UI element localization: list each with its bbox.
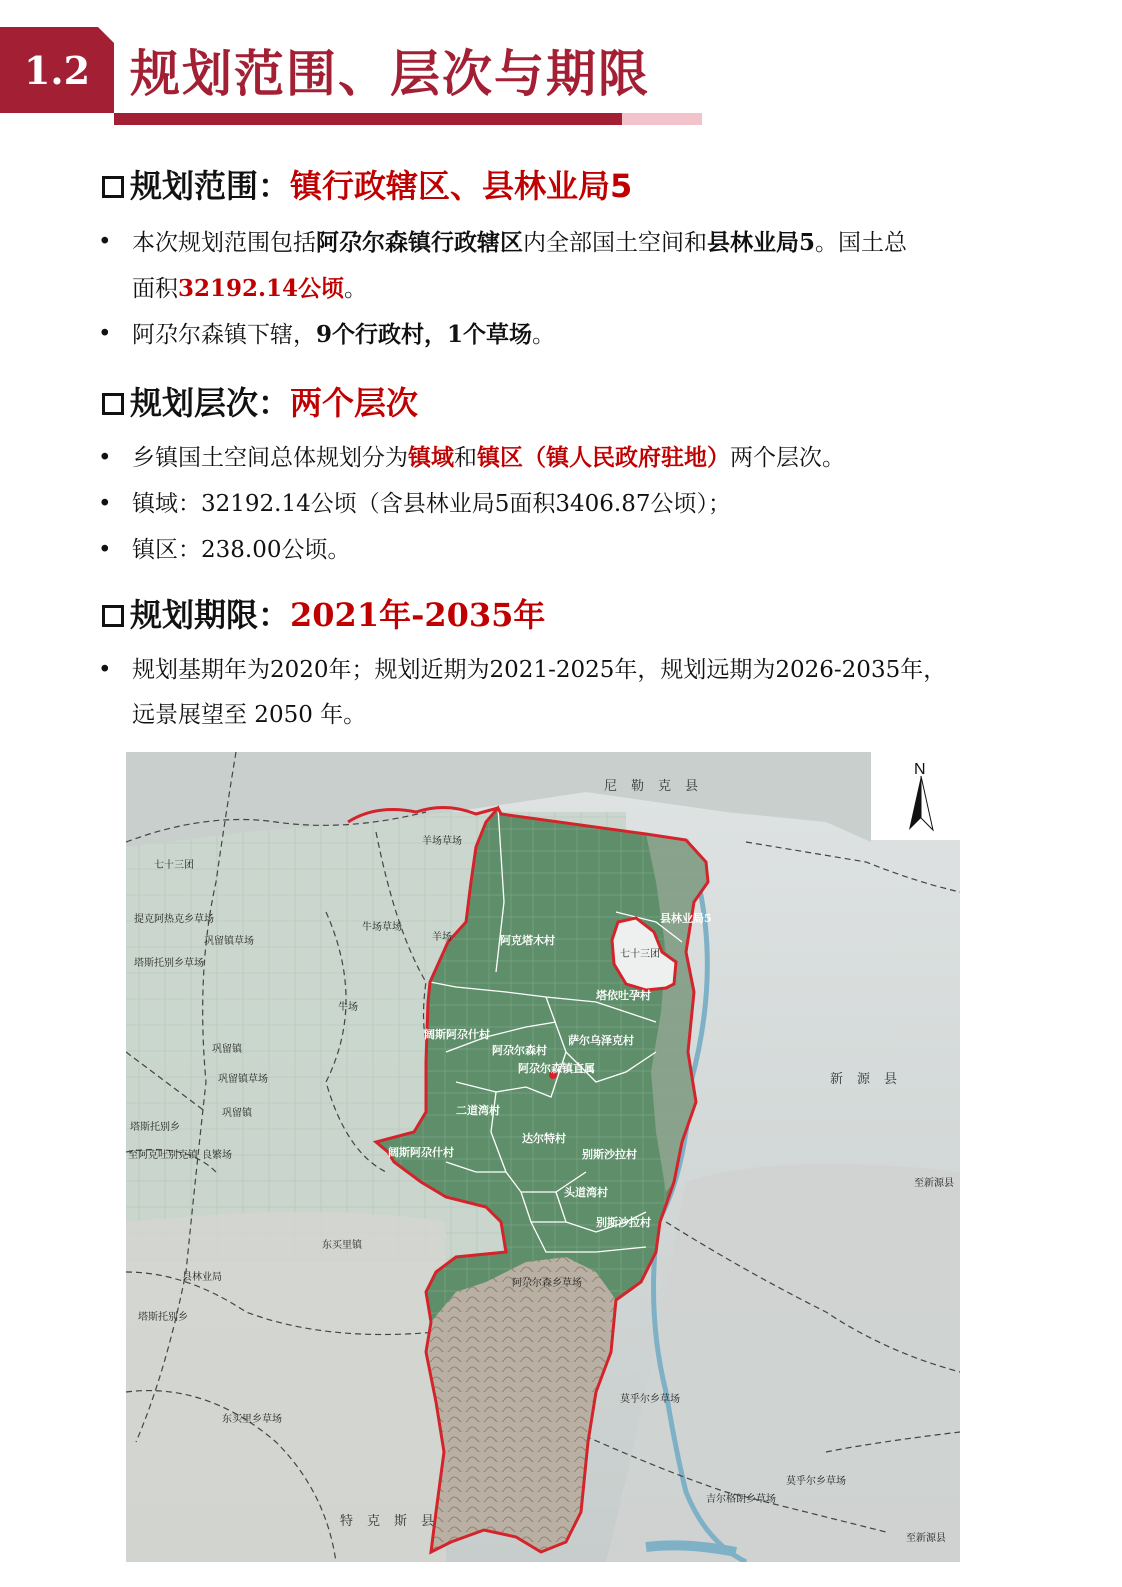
section-number: 1.2 (0, 27, 114, 113)
map-label: 萨尔乌泽克村 (568, 1034, 634, 1047)
map-label: 莫乎尔乡草场 (786, 1476, 846, 1487)
map-label: 阿尕尔森乡草场 (512, 1278, 582, 1289)
map-label: 牛场草场 (362, 922, 402, 933)
north-label: N (914, 761, 926, 778)
text-run: 。国土总 (815, 230, 908, 256)
map-label: 二道湾村 (456, 1104, 500, 1117)
bullet-dot-icon: • (98, 445, 112, 471)
map-label: 阿尕尔森村 (492, 1044, 547, 1057)
map-label: 塔斯托别乡 (130, 1122, 180, 1133)
checkbox-square-icon (102, 605, 124, 627)
text-run: 阿尕尔森镇下辖， (132, 322, 316, 348)
map-label: 提克阿热克乡草场 (134, 914, 214, 925)
map-label: 塔依吐孕村 (596, 989, 651, 1002)
text-run: 两个层次。 (730, 445, 845, 471)
text-run: 面积 (132, 276, 178, 302)
title-underline-accent (622, 113, 702, 125)
map-label: 塔斯托别乡 (138, 1312, 188, 1323)
map-label: 羊场 (432, 932, 452, 943)
map-label: 县林业局 (182, 1272, 222, 1283)
text-run: 阿尕尔森镇行政辖区 (316, 230, 523, 256)
map-label: 东买里镇 (322, 1240, 362, 1251)
text-run: 县林业局5 (707, 229, 816, 256)
map-label: 至新源县 (914, 1178, 954, 1189)
checkbox-square-icon (102, 176, 124, 198)
map-label: 阿克塔木村 (500, 934, 555, 947)
text-run: 远景展望至 2050 年。 (132, 702, 367, 728)
map-label: 头道湾村 (564, 1186, 608, 1199)
map-label: 东买里乡草场 (222, 1414, 282, 1425)
map-label: 达尔特村 (522, 1132, 566, 1145)
bullet-dot-icon: • (98, 229, 112, 255)
map-label: 别斯沙拉村 (582, 1148, 637, 1161)
section-heading-levels: 规划层次：两个层次 (102, 383, 418, 423)
map-label: 七十三团 (620, 949, 660, 960)
section-heading-period: 规划期限：2021年-2035年 (102, 595, 545, 635)
text-run: 规划基期年为2020年；规划近期为2021-2025年，规划远期为2026-2035年， (132, 657, 947, 683)
map-label: 七十三团 (154, 860, 194, 871)
map-label: 巩留镇草场 (204, 936, 254, 947)
text-run: 乡镇国土空间总体规划分为 (132, 445, 408, 471)
text-run: 镇域：32192.14公顷（含县林业局5面积3406.87公顷）； (132, 491, 731, 517)
map-label: 阔斯阿尕什村 (424, 1028, 490, 1041)
list-item-text (132, 220, 907, 312)
bullet-dot-icon: • (98, 657, 112, 683)
list-item-text (132, 648, 946, 738)
map-svg (126, 752, 960, 1562)
text-run: 。 (344, 276, 368, 302)
map-label: 阿尕尔森镇直属 (518, 1062, 595, 1075)
map-label: 良繁场 (202, 1150, 232, 1161)
text-run: 内全部国土空间和 (523, 230, 707, 256)
map-label: 特克斯县 (340, 1514, 449, 1529)
planning-area-map (126, 752, 960, 1562)
list-item-text (132, 528, 350, 573)
map-label: 吉尔格朗乡草场 (706, 1494, 776, 1505)
map-label: 别斯沙拉村 (596, 1216, 651, 1229)
page-title: 规划范围、层次与期限 (130, 45, 650, 103)
text-run: 镇区：238.00公顷。 (132, 537, 351, 563)
map-label: 巩留镇 (212, 1044, 242, 1055)
section-heading-scope: 规划范围：镇行政辖区、县林业局5 (102, 166, 632, 206)
section-highlight: 两个层次 (290, 384, 419, 422)
text-run: 镇区（镇人民政府驻地） (477, 445, 730, 471)
map-label: 巩留镇草场 (218, 1074, 268, 1085)
map-label: 牛场 (338, 1002, 358, 1013)
map-label: 塔斯托别乡草场 (134, 958, 204, 969)
map-label: 至新源县 (906, 1533, 946, 1544)
map-label: 羊场草场 (422, 836, 462, 847)
plain-southwest (126, 1212, 449, 1562)
text-run: 9个行政村，1个草场 (316, 321, 533, 348)
map-label: 阔斯阿尕什村 (388, 1146, 454, 1159)
list-item-text (132, 482, 731, 527)
list-item-text (132, 436, 845, 481)
bullet-dot-icon: • (98, 537, 112, 563)
map-label: 莫乎尔乡草场 (620, 1394, 680, 1405)
section-highlight: 2021年-2035年 (290, 596, 546, 634)
bullet-dot-icon: • (98, 321, 112, 347)
map-label: 尼勒克县 (604, 779, 713, 794)
checkbox-square-icon (102, 393, 124, 415)
text-run: 本次规划范围包括 (132, 230, 316, 256)
text-run: 镇域 (408, 445, 454, 471)
title-underline (114, 113, 622, 125)
map-label: 巩留镇 (222, 1108, 252, 1119)
section-highlight: 镇行政辖区、县林业局5 (290, 167, 633, 205)
map-label: 至阿克吐别克镇 (128, 1150, 198, 1161)
list-item-text (132, 312, 555, 358)
map-label: 新源县 (830, 1072, 912, 1087)
map-label: 县林业局5 (660, 912, 712, 925)
bullet-dot-icon: • (98, 491, 112, 517)
text-run: 。 (532, 322, 556, 348)
header-notch (98, 27, 116, 45)
text-run: 32192.14公顷 (178, 275, 345, 302)
text-run: 和 (454, 445, 477, 471)
